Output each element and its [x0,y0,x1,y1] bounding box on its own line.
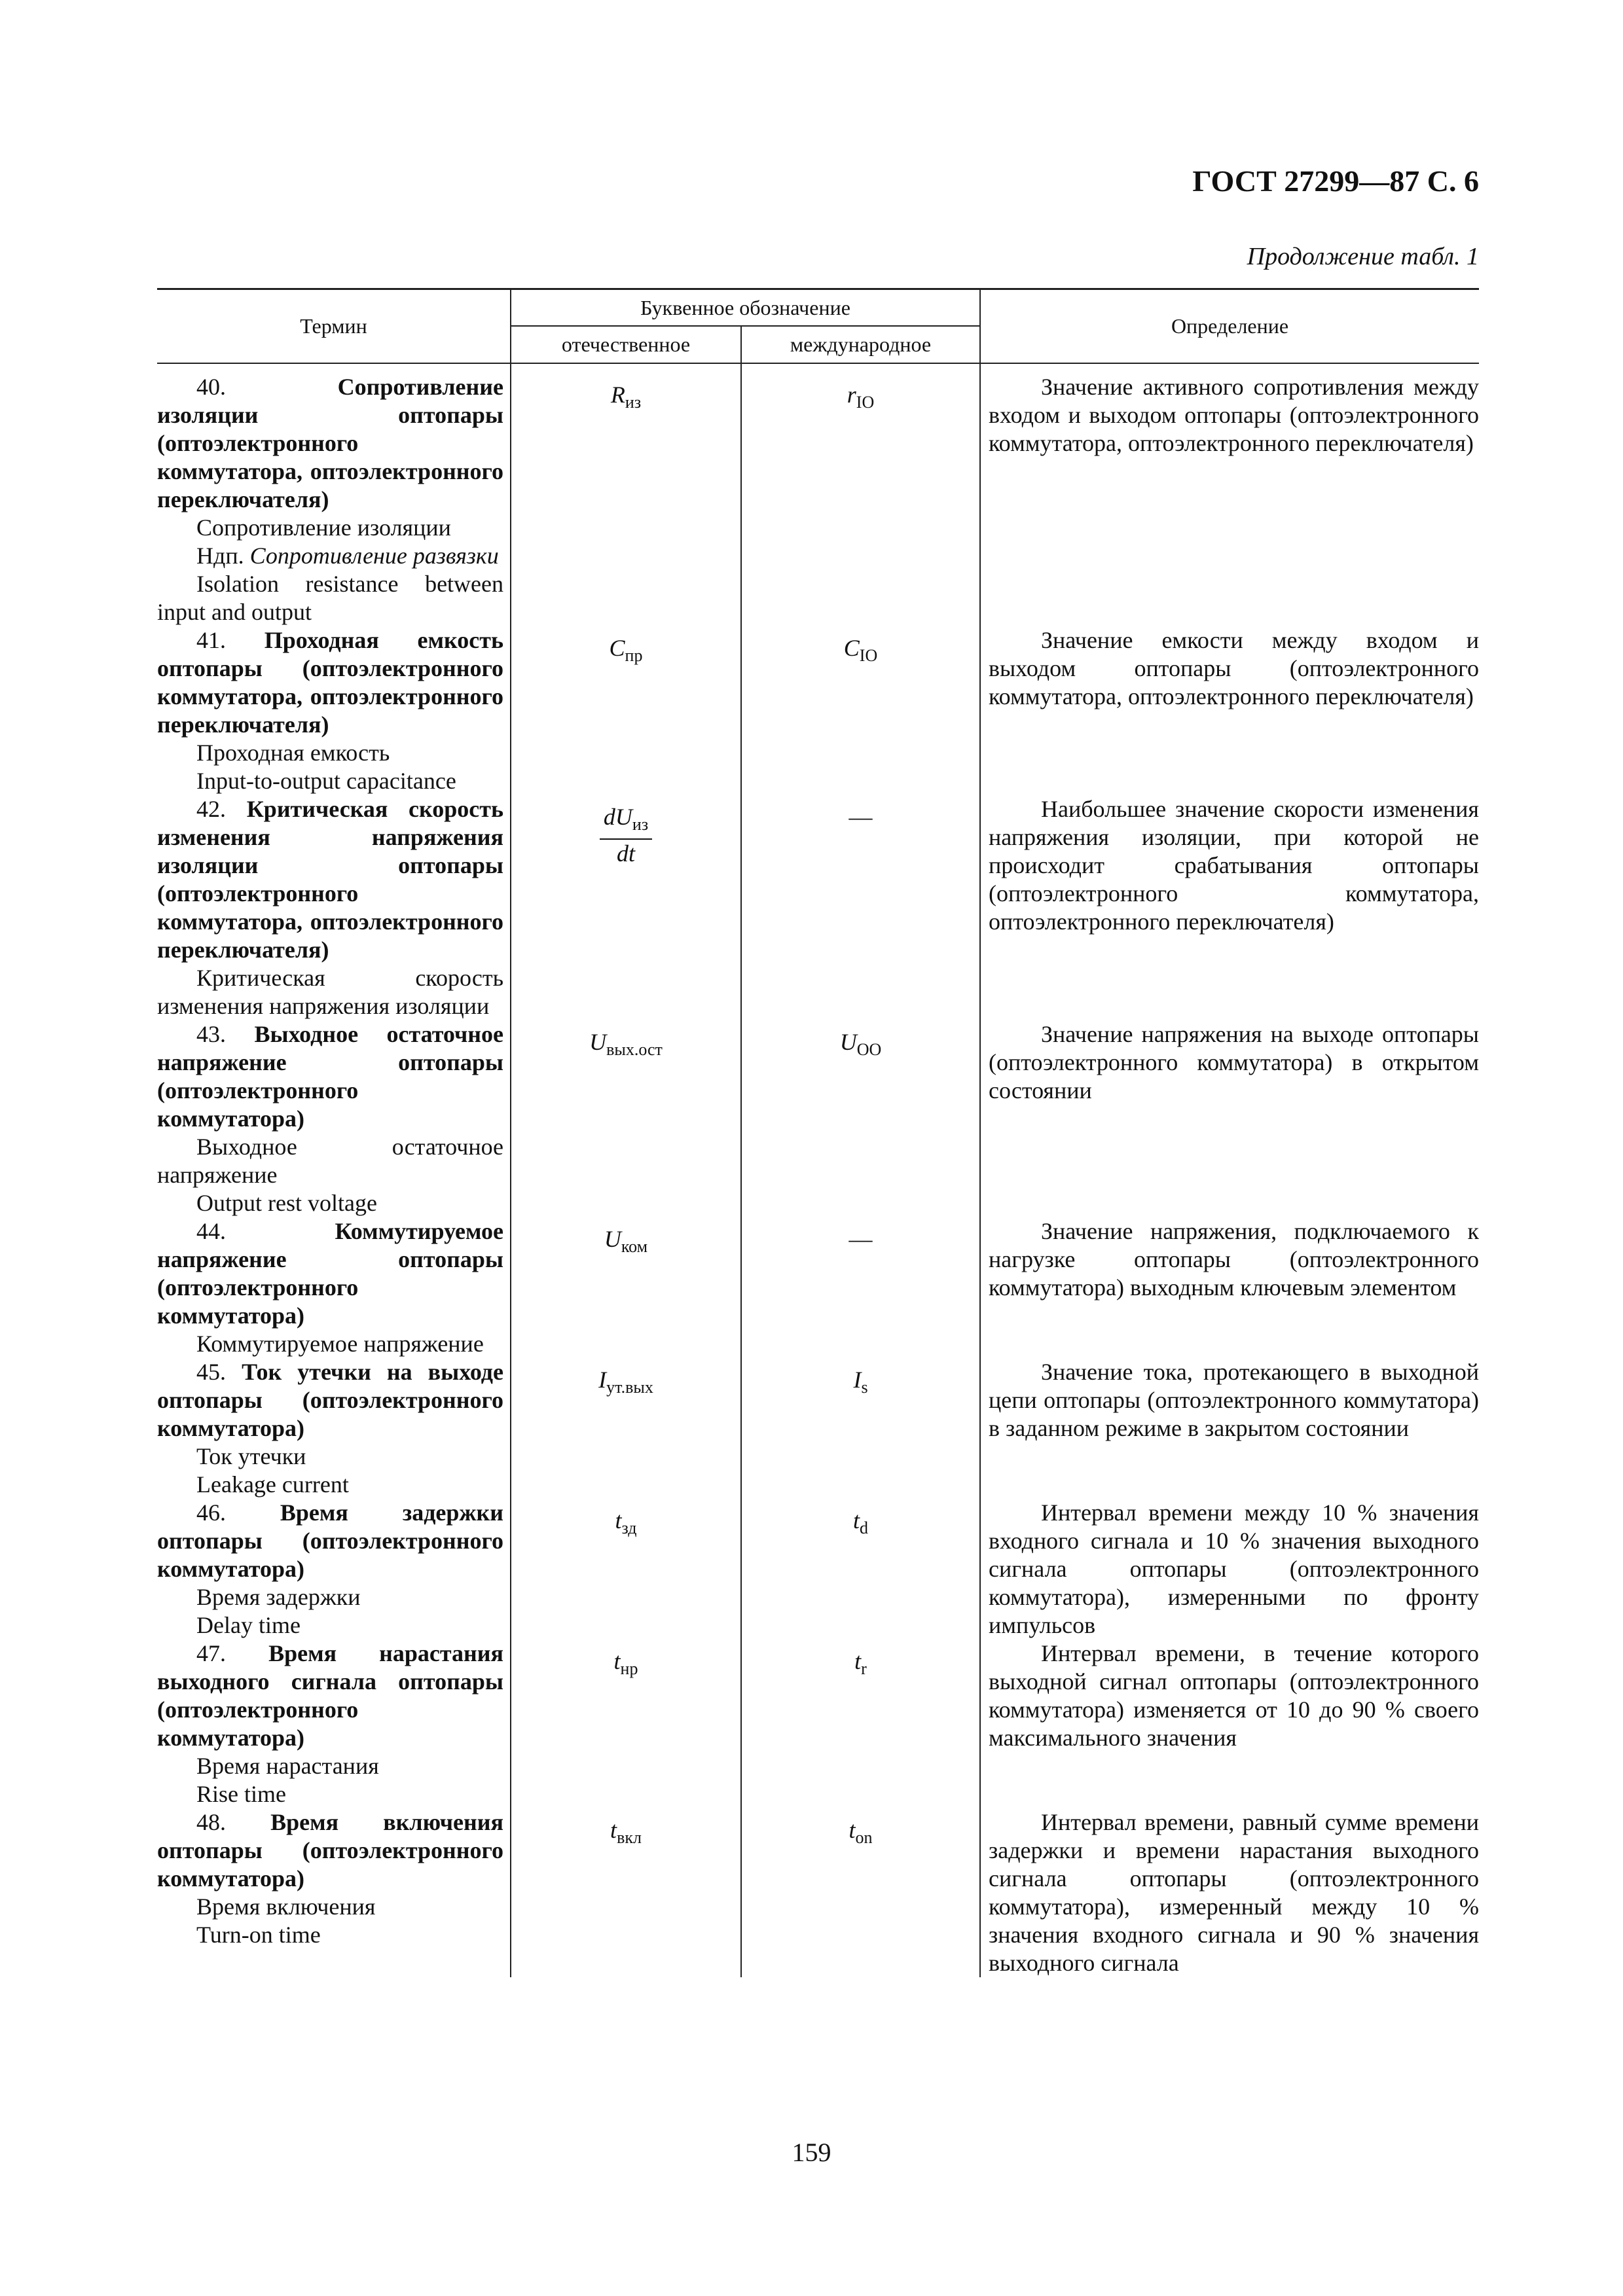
term-main: Время задержки оптопары (оптоэлектронного коммутатора) [157,1499,503,1582]
symbol-international: $t_d$ [741,1499,980,1640]
symbol-international: — [741,795,980,1020]
fraction-symbol: $\frac{dU_{из}}{dt}$ [600,803,652,868]
term-english: Turn-on time [196,1921,321,1948]
page-header: ГОСТ 27299—87 С. 6 [1192,164,1479,198]
page-number: 159 [792,2138,831,2167]
term-cell: 44. Коммутируемое напряжение оптопары (оптоэлектронного коммутатора) Коммутируемое напряжение [157,1217,503,1357]
term-english: Isolation resistance between input and output [157,570,503,625]
symbol-international: $I_s$ [741,1358,980,1499]
term-short: Сопротивление изоляции [196,514,451,541]
definition-cell: Значение напряжения на выходе оптопары (оптоэлектронного коммутатора) в открытом состоянии [980,1020,1479,1217]
term-english: Rise time [196,1780,286,1807]
term-ndp: Ндп. Сопротивление развязки [196,542,499,569]
term-english: Delay time [196,1611,301,1638]
table-row [157,1217,1479,1358]
header-definition: Определение [980,289,1479,363]
term-main: Время включения оптопары (оптоэлектронного коммутатора) [157,1808,503,1892]
symbol-domestic: $R_{из}$ [511,373,741,626]
symbol-international: $r_{IO}$ [741,373,980,626]
header-term: Термин [157,289,511,363]
symbol-international: $t_{on}$ [741,1808,980,1977]
term-cell: 41. Проходная емкость оптопары (оптоэлектронного коммутатора, оптоэлектронного переключателя) Проходная емкость Input-to-output capacitance [157,626,503,794]
table-row [157,1640,1479,1808]
symbol-international: $t_r$ [741,1640,980,1808]
symbol-domestic: $I_{ут.вых}$ [511,1358,741,1499]
table-row [157,1499,1479,1640]
definition-cell: Наибольшее значение скорости изменения напряжения изоляции, при которой не происходит срабатывания оптопары (оптоэлектронного коммутатора, оптоэлектронного переключателя) [980,795,1479,1020]
table-row [157,1358,1479,1499]
table-row [157,626,1479,795]
table-row [157,795,1479,1020]
term-short: Время включения [196,1893,376,1920]
term-short: Проходная емкость [196,739,390,766]
symbol-domestic: $C_{пр}$ [511,626,741,795]
table-row [157,1020,1479,1217]
definition-cell: Интервал времени, равный сумме времени задержки и времени нарастания выходного сигнала оптопары (оптоэлектронного коммутатора), измеренный между 10 % значения входного сигнала и 90 % значения выходного сигнала [980,1808,1479,1977]
definition-cell: Значение напряжения, подключаемого к нагрузке оптопары (оптоэлектронного коммутатора) выходным ключевым элементом [980,1217,1479,1358]
term-main: Выходное остаточное напряжение оптопары (оптоэлектронного коммутатора) [157,1020,503,1132]
table-row [157,1808,1479,1977]
symbol-domestic [511,795,741,1020]
definition-cell: Значение активного сопротивления между входом и выходом оптопары (оптоэлектронного коммутатора, оптоэлектронного переключателя) [980,373,1479,626]
term-main: Сопротивление изоляции оптопары (оптоэлектронного коммутатора, оптоэлектронного переключателя) [157,373,503,512]
table-header [157,289,1479,373]
header-domestic: отечественное [511,326,741,363]
term-english: Leakage current [196,1471,349,1498]
symbol-domestic: $t_{вкл}$ [511,1808,741,1977]
symbol-domestic: $U_{ком}$ [511,1217,741,1358]
term-main: Критическая скорость изменения напряжения изоляции оптопары (оптоэлектронного коммутатора, оптоэлектронного переключателя) [157,795,503,963]
table-body [157,373,1479,1977]
term-main: Коммутируемое напряжение оптопары (оптоэлектронного коммутатора) [157,1217,503,1329]
definition-cell: Значение емкости между входом и выходом оптопары (оптоэлектронного коммутатора, оптоэлектронного переключателя) [980,626,1479,795]
term-main: Ток утечки на выходе оптопары (оптоэлектронного коммутатора) [157,1358,503,1441]
term-cell: 42. Критическая скорость изменения напряжения изоляции оптопары (оптоэлектронного коммутатора, оптоэлектронного переключателя) Критическая скорость изменения напряжения изоляции [157,795,503,1019]
table-row [157,373,1479,626]
symbol-international: $C_{IO}$ [741,626,980,795]
definition-cell: Интервал времени между 10 % значения входного сигнала и 10 % значения выходного сигнала оптопары (оптоэлектронного коммутатора), измеренными по фронту импульсов [980,1499,1479,1640]
term-short: Выходное остаточное напряжение [157,1133,503,1188]
term-cell: 46. Время задержки оптопары (оптоэлектронного коммутатора) Время задержки Delay time [157,1499,503,1638]
term-main: Проходная емкость оптопары (оптоэлектронного коммутатора, оптоэлектронного переключателя) [157,626,503,738]
definition-cell: Значение тока, протекающего в выходной цепи оптопары (оптоэлектронного коммутатора) в заданном режиме в закрытом состоянии [980,1358,1479,1499]
term-cell: 45. Ток утечки на выходе оптопары (оптоэлектронного коммутатора) Ток утечки Leakage current [157,1358,503,1498]
table-caption: Продолжение табл. 1 [1247,243,1479,270]
term-english: Output rest voltage [196,1189,377,1216]
term-main: Время нарастания выходного сигнала оптопары (оптоэлектронного коммутатора) [157,1640,503,1751]
term-cell: 43. Выходное остаточное напряжение оптопары (оптоэлектронного коммутатора) Выходное остаточное напряжение Output rest voltage [157,1020,503,1216]
term-short: Коммутируемое напряжение [196,1330,484,1357]
definition-cell: Интервал времени, в течение которого выходной сигнал оптопары (оптоэлектронного коммутатора) изменяется от 10 до 90 % своего максимального значения [980,1640,1479,1808]
term-cell: 40. Сопротивление изоляции оптопары (оптоэлектронного коммутатора, оптоэлектронного переключателя) Сопротивление изоляции Ндп. Сопротивление развязки Isolation resistance between input and output [157,373,503,625]
terms-table [157,288,1479,1977]
symbol-international: — [741,1217,980,1358]
term-short: Время нарастания [196,1752,379,1779]
term-short: Критическая скорость изменения напряжения изоляции [157,964,503,1019]
term-short: Ток утечки [196,1443,306,1469]
term-cell: 48. Время включения оптопары (оптоэлектронного коммутатора) Время включения Turn-on time [157,1808,503,1948]
symbol-domestic: $t_{зд}$ [511,1499,741,1640]
term-short: Время задержки [196,1583,361,1610]
symbol-international: $U_{OO}$ [741,1020,980,1217]
symbol-domestic: $t_{нр}$ [511,1640,741,1808]
term-english: Input-to-output capacitance [196,767,456,794]
symbol-domestic: $U_{вых.ост}$ [511,1020,741,1217]
term-cell: 47. Время нарастания выходного сигнала оптопары (оптоэлектронного коммутатора) Время нарастания Rise time [157,1640,503,1807]
header-international: международное [741,326,980,363]
header-symbol: Буквенное обозначение [511,289,980,327]
